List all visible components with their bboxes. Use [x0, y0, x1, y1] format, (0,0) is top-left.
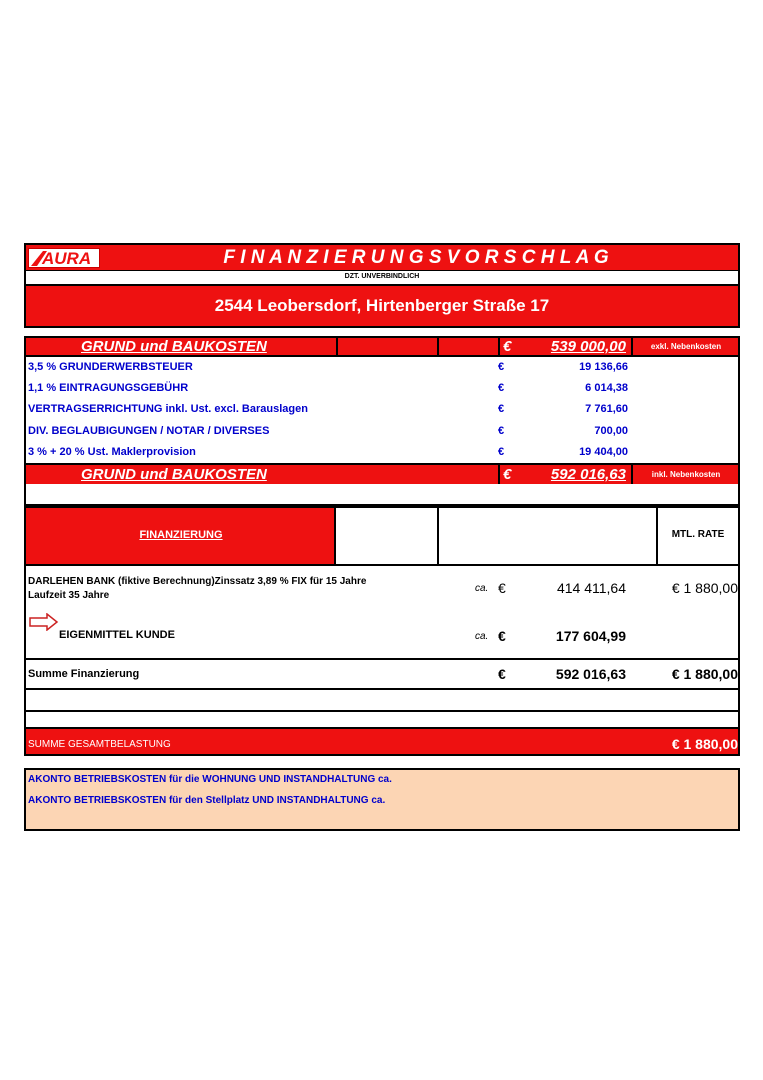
- aura-logo: [28, 248, 100, 268]
- equity-ca: ca.: [475, 631, 489, 642]
- costs-top-note: exkl. Nebenkosten: [650, 342, 722, 351]
- cost-item-amount: 6 014,38: [585, 382, 628, 394]
- logo-text: AURA: [42, 249, 92, 268]
- cost-item-currency: €: [498, 425, 505, 437]
- address-banner: 2544 Leobersdorf, Hirtenberger Straße 17: [24, 284, 740, 328]
- spacer-row: [24, 712, 740, 729]
- spacer-row: [24, 484, 740, 506]
- financing-header-cell: [26, 508, 336, 564]
- costs-top-amount: 539 000,00: [550, 338, 626, 355]
- costs-top-currency: €: [503, 338, 512, 355]
- sum-financing-row: [24, 660, 740, 690]
- cost-item-amount: 7 761,60: [585, 403, 628, 415]
- costs-top-row: [24, 336, 740, 357]
- cost-item-amount: 19 404,00: [579, 446, 628, 458]
- cost-item-amount: 700,00: [594, 425, 628, 437]
- loan-amount: 414 411,64: [556, 580, 626, 596]
- costs-total-amount: 592 016,63: [550, 466, 626, 483]
- total-burden-label: SUMME GESAMTBELASTUNG: [28, 739, 171, 750]
- cost-item-currency: €: [498, 403, 505, 415]
- list-item: [28, 446, 728, 462]
- total-burden-row: [24, 729, 740, 756]
- arrow-right-icon: [29, 613, 59, 631]
- costs-total-row: [24, 463, 740, 486]
- cost-items-list: [24, 357, 740, 463]
- equity-amount: 177 604,99: [555, 628, 626, 644]
- rate-header: MTL. RATE: [671, 529, 725, 540]
- costs-top-label: GRUND und BAUKOSTEN: [81, 338, 267, 355]
- divider: [498, 338, 500, 357]
- sum-financing-amount: 592 016,63: [555, 666, 626, 682]
- equity-label: EIGENMITTEL KUNDE: [59, 629, 175, 641]
- sum-financing-rate: € 1 880,00: [671, 666, 738, 682]
- cost-item-currency: €: [498, 361, 505, 373]
- cost-item-amount: 19 136,66: [579, 361, 628, 373]
- loan-ca: ca.: [475, 583, 489, 594]
- list-item: [28, 361, 728, 377]
- list-item: [28, 403, 728, 419]
- divider: [631, 338, 633, 357]
- divider: [498, 465, 500, 486]
- cost-item-currency: €: [498, 382, 505, 394]
- title-bar: [24, 243, 740, 272]
- financing-header-label: FINANZIERUNG: [139, 529, 223, 541]
- loan-currency: €: [498, 580, 506, 596]
- financing-header-row: [24, 506, 740, 566]
- divider: [336, 338, 338, 357]
- operating-costs-line1: AKONTO BETRIEBSKOSTEN für die WOHNUNG UND INSTANDHALTUNG ca.: [28, 774, 392, 785]
- spacer-row: [24, 690, 740, 712]
- equity-currency: €: [498, 628, 506, 644]
- page-title: F I N A N Z I E R U N G S V O R S C H L A G: [223, 247, 609, 268]
- sum-financing-currency: €: [498, 666, 506, 682]
- cost-item-label: VERTRAGSERRICHTUNG inkl. Ust. excl. Barauslagen: [28, 403, 308, 415]
- subtitle: DZT. UNVERBINDLICH: [24, 271, 740, 284]
- divider: [437, 508, 439, 564]
- cost-item-label: 1,1 % EINTRAGUNGSGEBÜHR: [28, 382, 189, 394]
- loan-label-line1: DARLEHEN BANK (fiktive Berechnung)Zinssatz 3,89 % FIX für 15 Jahre: [28, 576, 367, 587]
- operating-costs-line2: AKONTO BETRIEBSKOSTEN für den Stellplatz UND INSTANDHALTUNG ca.: [28, 795, 386, 806]
- loan-rate: € 1 880,00: [671, 580, 738, 596]
- costs-total-currency: €: [503, 466, 512, 483]
- operating-costs-box: [24, 768, 740, 831]
- loan-label-line2: Laufzeit 35 Jahre: [28, 590, 110, 601]
- cost-item-label: 3,5 % GRUNDERWERBSTEUER: [28, 361, 193, 373]
- sum-financing-label: Summe Finanzierung: [28, 668, 140, 680]
- divider: [437, 338, 439, 357]
- list-item: [28, 382, 728, 398]
- divider: [631, 465, 633, 486]
- cost-item-currency: €: [498, 446, 505, 458]
- total-burden-amount: € 1 880,00: [671, 736, 738, 752]
- costs-total-label: GRUND und BAUKOSTEN: [81, 466, 267, 483]
- cost-item-label: DIV. BEGLAUBIGUNGEN / NOTAR / DIVERSES: [28, 425, 270, 437]
- list-item: [28, 425, 728, 441]
- cost-item-label: 3 % + 20 % Ust. Maklerprovision: [28, 446, 196, 458]
- loan-block: [24, 566, 740, 660]
- costs-total-note: inkl. Nebenkosten: [651, 470, 721, 479]
